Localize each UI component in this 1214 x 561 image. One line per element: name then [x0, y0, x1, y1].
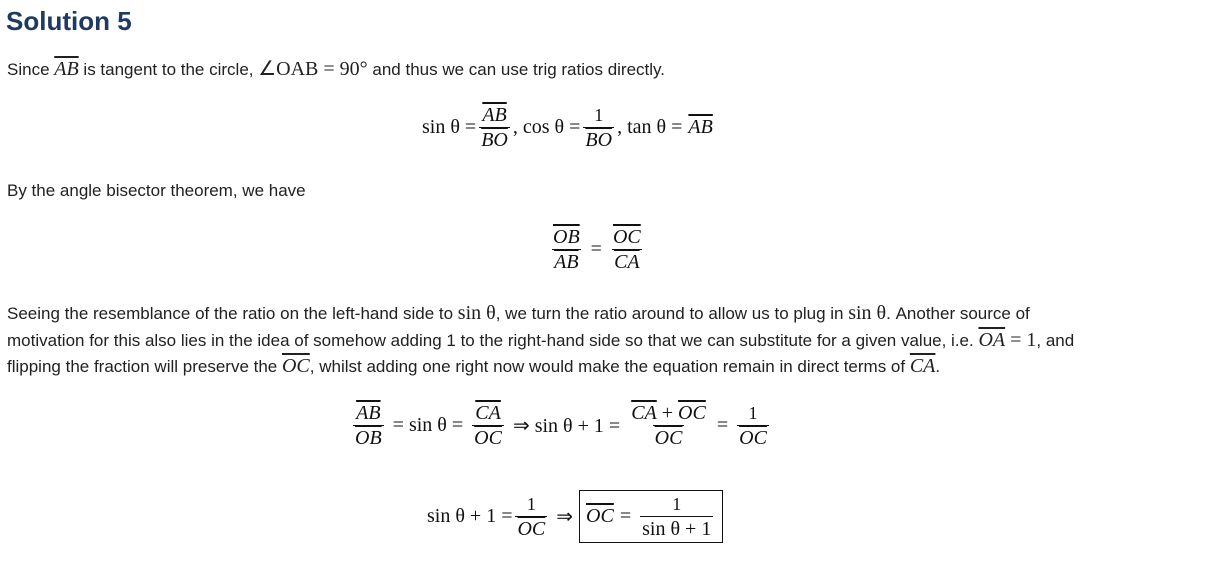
numerator — [629, 402, 708, 425]
math-angle: ∠OAB = 90° — [258, 58, 368, 80]
text: . Another source of — [886, 304, 1030, 323]
denominator: CA — [614, 251, 640, 273]
sin-label: sin θ = — [422, 116, 477, 138]
cos-label: , cos θ = — [512, 116, 581, 138]
fraction — [611, 226, 643, 273]
fraction — [737, 402, 769, 449]
boxed-answer — [579, 490, 723, 543]
numerator: 1 — [526, 494, 536, 514]
math-oc: $\overline{OC}$ — [281, 355, 310, 377]
equation-trig-ratios — [422, 104, 713, 151]
text: , and — [1036, 331, 1075, 350]
paragraph-line-1 — [7, 300, 1030, 327]
denominator: OC — [474, 427, 502, 449]
math-sin: sin θ — [457, 302, 496, 324]
numerator: $\overline{OB}$ — [553, 226, 580, 248]
lhs: sin θ + 1 = — [427, 505, 513, 527]
tan-value: $\overline{AB}$ — [688, 116, 713, 138]
numerator: $\overline{CA}$ — [475, 402, 501, 424]
paragraph-line-2 — [7, 327, 1074, 354]
numerator: 1 — [594, 105, 604, 125]
fraction — [479, 104, 510, 151]
text: motivation for this also lies in the idea of somehow adding 1 to the right-hand side so that we can substitute for a given value, i.e. — [7, 331, 979, 350]
denominator: OC — [654, 427, 683, 449]
equation-result — [427, 490, 723, 543]
implies-arrow: ⇒ — [556, 506, 574, 528]
text: , whilst adding one right now would make the equation remain in direct terms of — [309, 357, 910, 376]
paragraph-bisector: By the angle bisector theorem, we have — [7, 181, 306, 200]
plus: + — [656, 402, 679, 424]
text: and thus we can use trig ratios directly. — [367, 60, 665, 79]
denominator: AB — [554, 251, 579, 273]
text: , we turn the ratio around to allow us to plug in — [495, 304, 849, 323]
paragraph-tangent — [7, 56, 665, 83]
numerator: $\overline{AB}$ — [356, 402, 381, 424]
equation-sin-plus-one — [350, 402, 772, 449]
math-ab: $\overline{AB}$ — [54, 58, 79, 80]
fraction — [629, 402, 708, 449]
solution-heading: Solution 5 — [6, 6, 132, 36]
math-sin: sin θ — [848, 302, 887, 324]
sin-equals: = sin θ = — [392, 414, 464, 436]
denominator: OC — [517, 518, 546, 540]
text: flipping the fraction will preserve the — [7, 357, 282, 376]
fraction — [472, 402, 504, 449]
numerator: $\overline{AB}$ — [482, 104, 507, 126]
denominator: BO — [481, 129, 508, 151]
fraction — [640, 493, 713, 540]
numerator: 1 — [748, 403, 758, 423]
text: Since — [7, 60, 55, 79]
math-ca: $\overline{CA}$ — [909, 355, 936, 377]
term-ca: $\overline{CA}$ — [631, 402, 657, 424]
equals: = — [619, 505, 632, 527]
fraction — [551, 226, 582, 273]
equals: = — [716, 414, 729, 436]
fraction — [583, 104, 614, 151]
fraction — [353, 402, 384, 449]
equals: = — [590, 238, 602, 260]
implies-arrow: ⇒ sin θ + 1 = — [512, 415, 621, 437]
tan-label: , tan θ = — [617, 116, 683, 138]
denominator: OC — [739, 427, 767, 449]
equation-bisector — [548, 226, 646, 273]
numerator: 1 — [672, 494, 682, 514]
denominator: OB — [355, 427, 382, 449]
fraction — [515, 493, 547, 540]
math-oa: $\overline{OA}$ — [978, 329, 1006, 351]
term-oc: $\overline{OC}$ — [678, 402, 706, 424]
numerator: $\overline{OC}$ — [612, 226, 641, 248]
text: is tangent to the circle, — [78, 60, 259, 79]
math-eq-one: = 1 — [1005, 329, 1037, 351]
term-oc: $\overline{OC}$ — [586, 505, 614, 527]
denominator: BO — [585, 129, 613, 151]
text: Seeing the resemblance of the ratio on the left-hand side to — [7, 304, 458, 323]
paragraph-line-3 — [7, 353, 940, 380]
denominator: sin θ + 1 — [642, 518, 712, 540]
text: . — [935, 357, 941, 376]
